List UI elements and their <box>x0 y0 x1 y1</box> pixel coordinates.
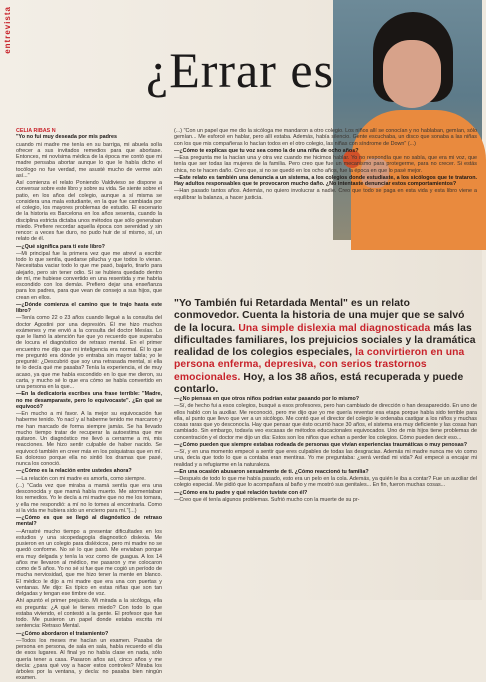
paragraph: (...) "Cada vez que miraba a mamá sentía que era una desconocida y que mamá había muerto. Me atormentaban los remedios. Yo le decía a mi madre que no me los tomara, y ella me respondió: a mí no lo tomes al encontrarla. Como si la vida me hubiera sido un encierro para mí."(...) <box>16 482 162 514</box>
question-heading: —¿Cómo era tu padre y qué relación tuviste con él? <box>174 489 308 496</box>
paragraph: —Han pasado tantos años. Además, no quiero involucrar a nadie. Creo que todo se paga en esta vida y esta libro viene a equilibrar la balanza, a hacer justicia. <box>174 188 477 201</box>
paragraph: cuando mi madre me tenía en su barriga, mi abuela solía ofrecer a sus invitados remedios para que abortase. Entonces, mi novísima médica de la época me contó que mi madre pensaba abortar aunque lo que le había dicho el tocólogo no fue verdad, me asusté mucho de verme aún así..." <box>16 141 162 179</box>
paragraph: —Después de todo lo que me había pasado, esto era un pelo en la cola. Además, ya quién le iba a contar? Fue un auxiliar del colegio especial. Me pidió que lo acompañara al baño y me mostró sus genitales... En fin, fueron muchas cosas... <box>174 476 477 489</box>
article-column-left <box>16 128 162 682</box>
paragraph: —En mucho a mi favor. A la mejor su equivocación fue haberme tenido. Yo nací y al haberme tenido me marcaron y me han marcado de forma siempre jamás. Se ha llevado mucho tiempo tratar de recuperar la autoestima que me quitaron. Un diagnóstico me llevó a cerrarme a mi, mis reacciones. Me hizo sentir culpable de haber nacido. Se equivocó también en creer más en los psiquiatras que en mí. Es doloroso porque ella no sintió los dramas que pasé, nunca los conoció. <box>16 411 162 467</box>
photo-face-shape <box>383 40 441 108</box>
pull-quote <box>174 298 476 394</box>
article-column-right-bottom <box>174 396 477 596</box>
headline: ¿Errar es <box>146 42 335 98</box>
question-heading: —En la dedicatoria escribes una frase terrible: "Madre, no me desamparaste, pero lo equivocaste". ¿En qué se equivocó? <box>16 391 162 410</box>
question-heading: —¿Cómo es que se llegó al diagnóstico de retraso mental? <box>16 515 162 528</box>
pull-quote-segment: más las dificultades familiares, los prejuicios sociales y la dramática realidad de los colegios especiales, <box>174 322 476 359</box>
paragraph: —Esa pregunta me la hacían una y otra vez cuando me hicimos hablar. Yo no respondía que no sabía, que era mi voz, que tenía que ser todas las mujeres de la familia. Pero creo que fue un mecanismo para protegerme, para no crecer. Si estás chica, no te hacen daño. Creo que, si no se quedó en los ocho años, fue la época en que lo pasé mejor. <box>174 155 477 174</box>
paragraph: —Tenía como 22 o 23 años cuando llegué a la consulta del doctor Agostini por una depresión. Él me hizo muchos exámenes y me envió a la consulta del doctor Mesías. Lo que le llamó la atención fue que yo recuerdo que superaba de locura el diagnóstico de retraso mental. En el primer encuentro me dijo que mi inteligencia era normal. Él lo que me preguntó era dónde yo entraba sin mayor tabla; yo le pregunté: ¿Descubrió que soy una retrasada mental, si ella te lo decía qué me pasaba? Tenía la experiencia, el de muy acaso, ya que me había escondido en lo que me dieron, su carta, y mucho sé lo que era cómo se había convertido en una persona en la que... <box>16 315 162 390</box>
question-heading: —Este relato es también una denuncia a un sistema, a los colegios donde estudiaste, a los sicólogos que te trataron. Hay adultos responsables que te provocaron mucho daño. ¿No intentaste denunciar estos comportamientos? <box>174 174 477 187</box>
paragraph: (...) "Con un papel que me dio la sicóloga me mandaron a otro colegio. Los niños allí se conocían y no hablaban, gemían, sólo gemían... Me esforcé en hablar, pero allí estaba. Además, había silencio. Gente escuchaba, un disco que sonaba a las niñas con los que mis compañeras lo hacían todos en el otro colegio, las niñas con síndrome de Down" (...) <box>174 128 477 147</box>
paragraph: —Sí, y en una momento empecé a sentir que eres culpables de todas las desgracias. Además mi madre nunca me vio como una, decía que todo lo que a contaba eran mentiras. Yo me preguntaba: ¿será verdad mi vida? Así empecé a encajar mi realidad y a refugiarme en la naturaleza. <box>174 449 477 468</box>
question-heading: —¿Cómo abordaron el tratamiento? <box>16 630 109 637</box>
paragraph: —Todos los meses me hacían un examen. Pasaba de persona en persona, de sala en sala, había recuerdo el día de esos lugares. Al final yo no había clase en nada, sólo quería tener a casa. Pasaron años así, cinco años y me decía: ¿para qué voy a hacer estos controles? Miraba los árboles por la ventana, y decía: no pasaba bien ningún examen. <box>16 637 162 682</box>
paragraph: Así comienza el relato Poniendo Valdivieso se dispone a conversar sobre este libro y sobre su vida. Se siente sobre el patio, en los años del colegio, aunque a sí misma se considera una mala estudiante, en la que fue cambiada por el colegio, los mayores problemas de estudio. El escenario de la historia es Barcelona en los años sesenta, cuando la disciplina estricta dictaba unos métodos que sólo generaban miedo. Prefiere recordar aquella época con serenidad y sin rencor: a veces fue duro, no pudo huir de sí mismo, sí, un relato de él. <box>16 180 162 243</box>
paragraph: Ahí apuntó el primer prejuicio. Mi mirada a la sicóloga, ella es pregunta: ¿A qué le tienes miedo? Con todo lo que estaba viviendo, el contestó a la gente. El profesor que fue todo. Me pusieron un papel donde estaba escrita mi sentencia: Retraso Mental. <box>16 598 162 630</box>
question-heading: —¿No piensas en que otros niños podrían estar pasando por lo mismo? <box>174 396 360 402</box>
question-heading: —¿Qué significa para ti este libro? <box>16 243 105 250</box>
paragraph: —Sí, de hecho fui a esos colegios, busqué a esos profesores, pero han cambiado de dirección o han desaparecido. En uno de ellos habló con la auxiliar. Me reconoció, pero me dijo que yo me quería reventar esa etapa porque había sido terrible para ella, al punto que llevo que ver a un sicólogo. Me contó que el director del colegio le ordenaba castigar a los niños y muchas cosas raras que yo desconocía. Hay que pensar que ésto ocurrió hace 30 años, el sistema era muy deficiente y las cosas han cambiado. Sin embargo, todavía veo escasas de métodos educacionales equivocados. Uno de mis hijos tiene problemas de concentración y el doctor me dijo un día: Estos son los niños que echan a perder los colegios. Cómo pueden decir eso... <box>174 403 477 441</box>
pull-quote-segment: Hoy, a los 38 años, está recuperada y puede contarlo. <box>174 371 464 396</box>
section-label: entrevista <box>3 6 12 54</box>
question-heading: —¿Cómo te explicas que tu voz sea como la de una niña de ocho años? <box>174 147 359 154</box>
paragraph: —La relación con mi madre es amorfa, como siempre. <box>16 475 146 482</box>
right-bottom-body <box>174 396 477 503</box>
paragraph: —Creo que él tenía algunos problemas. Sufrió mucho con la muerte de su pr- <box>174 496 360 503</box>
question-heading: —En una ocasión abusaron sexualmente de ti. ¿Cómo reaccionó tu familia? <box>174 468 369 475</box>
paragraph: —Mi principal fue la primera vez que me atreví a escribir todo lo que sentía, quedarse pilucha y que todos lo vieran. Necesitaba vaciar todo lo que me pasó, bajarlo, tirarlo para alejarlo, pero sin tener odio. Sí se hubiera quedado dentro de mí, me hubiese convertido en una resentida y me habría escondido con los demás. Prefiero dejar una enseñanza para los padres, para que vean de consejo a sus hijos, que crean en ellos. <box>16 250 162 301</box>
pull-quote-segment: Una simple dislexia mal diagnosticada <box>238 322 431 334</box>
right-column-body <box>174 128 477 201</box>
author-credit: CELIA RIBAS N <box>16 128 56 134</box>
question-heading: "Yo no fui muy deseada por mis padres <box>16 134 118 141</box>
pull-quote-segment: "Yo También fui Retardada Mental" es un relato conmovedor. Cuenta la historia de una mujer que se salvó de la locura. <box>174 298 465 334</box>
paragraph: —Arrastré mucho tiempo a presentar dificultades en los estudios y una sicopedagogía diagnosticó dislexia. Me pusieron en un colegio para disléxicos, pero mi madre no se quedó conforme. No sé lo que pasó. Me enviaban porque era muy delgada y tenía la voz como de guagua. A los 14 años me llevaron al médico, me pasaron y me colocaron como de 5 años. Yo no sé si fue que me cogió un período de mucha nerviosidad, que me hizo tener la mente en blanco. El médico le dijo a mi madre que era una con puertas y ventanas. Me dijo: Es típico en estas niñas que son tan delgadas y tengan ese timbre de voz. <box>16 528 162 597</box>
question-heading: —¿Cómo pueden que siempre estabas rodeada de personas que vivían experiencias traumáticas o muy penosas? <box>174 441 467 448</box>
question-heading: —¿Cómo es la relación entre ustedes ahora? <box>16 468 132 475</box>
left-column-body <box>16 134 162 681</box>
article-column-right-top <box>174 128 477 294</box>
question-heading: —¿Dónde comienza el camino que te trajo hasta este libro? <box>16 301 162 314</box>
pull-quote-segment: la convirtieron en una persona enferma, depresiva, con serios trastornos emocionales. <box>174 347 465 383</box>
